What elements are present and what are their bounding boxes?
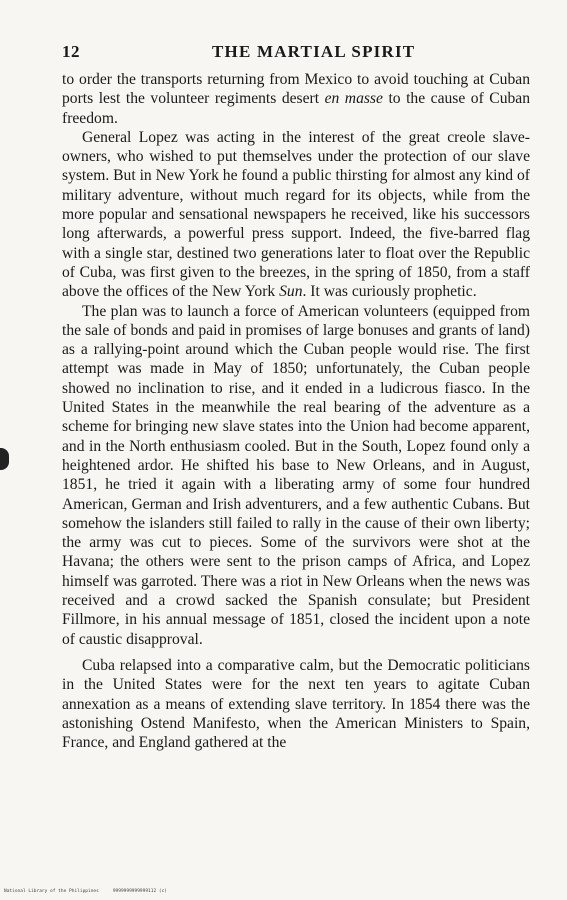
scan-footer bbox=[4, 889, 167, 894]
binding-mark bbox=[0, 448, 9, 470]
paragraph: Cuba relapsed into a comparative calm, but the Democratic politicians in the United States were for the next ten years to agitate Cuban annexation as a means of extending slave territory. In 1854 there was the astonishing Ostend Manifesto, when the American Ministers to Spain, France, and England gathered at the bbox=[62, 656, 530, 752]
italic-phrase: en masse bbox=[324, 90, 383, 108]
library-credit: National Library of the Philippines bbox=[4, 889, 99, 894]
paragraph: General Lopez was acting in the interest of the great creole slave-owners, who wished to put themselves under the protection of our slave system. But in New York he found a public thirsting for almost any kind of military adventure, without much regard for its objects, while from the more popular and sensational newspapers he received, like his successors long afterwards, a powerful press support. Indeed, the five-barred flag with a single star, destined two generations later to float over the Republic of Cuba, was first given to the breezes, in the spring of 1850, from a staff above the offices of the New York Sun. It was curiously prophetic. bbox=[62, 128, 530, 301]
paragraph: The plan was to launch a force of American volunteers (equipped from the sale of bonds and paid in promises of large bonuses and grants of land) as a rallying-point around which the Cuban people would rise. The first attempt was made in May of 1850; unfortunately, the Cuban people showed no inclination to rise, and it ended in a ludicrous fiasco. In the United States in the meanwhile the real bearing of the adventure as a scheme for bringing new slave states into the Union had become apparent, and in the North enthusiasm cooled. But in the South, Lopez found only a heightened ardor. He shifted his base to New Orleans, and in August, 1851, he tried it again with a liberating army of some four hundred American, German and Irish adventurers, and a few authentic Cubans. But somehow the islanders still failed to rally in the cause of their own liberty; the army was cut to pieces. Some of the survivors were shot at the Havana; the others were sent to the prison camps of Africa, and Lopez himself was garroted. There was a riot in New Orleans when the news was received and a crowd sacked the Spanish consulate; but President Fillmore, in his annual message of 1851, closed the incident upon a note of caustic disapproval. bbox=[62, 302, 530, 648]
page-header bbox=[62, 38, 531, 64]
page-number: 12 bbox=[62, 42, 80, 61]
italic-newspaper-name: Sun bbox=[279, 283, 303, 301]
body-text bbox=[62, 70, 530, 752]
scan-code: 9999999999999112 (c) bbox=[112, 889, 168, 894]
paragraph-continued: to order the transports returning from Mexico to avoid touching at Cuban ports lest the volunteer regiments desert en masse to the cause of Cuban freedom. bbox=[62, 71, 531, 127]
running-title: THE MARTIAL SPIRIT bbox=[212, 42, 416, 61]
